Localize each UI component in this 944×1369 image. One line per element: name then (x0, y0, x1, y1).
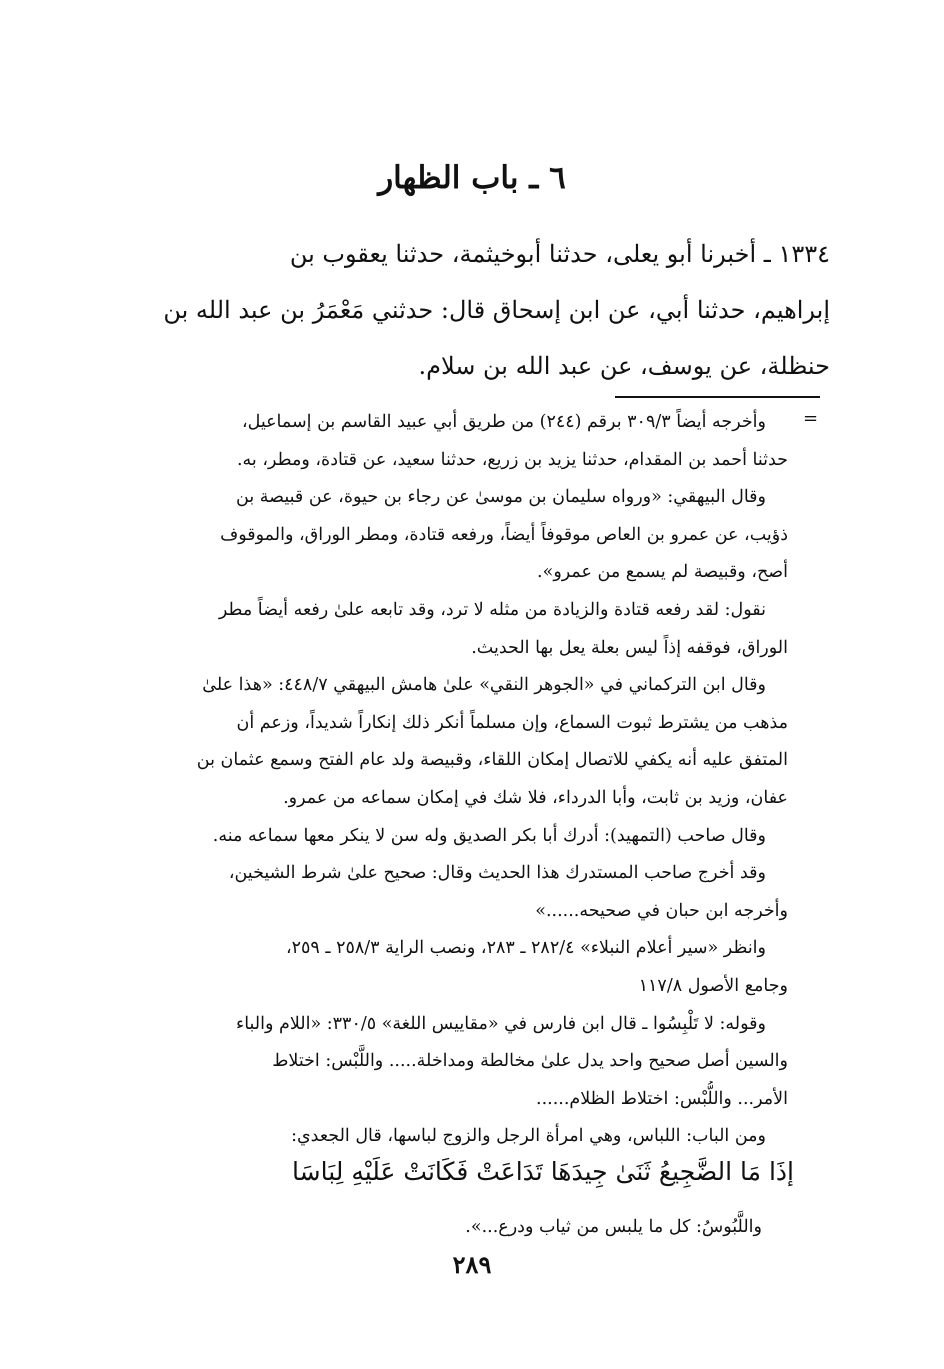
footnote-line: مذهب من يشترط ثبوت السماع، وإن مسلماً أنكر ذلك إنكاراً شديداً، وزعم أن (236, 712, 788, 733)
footnote-line: نقول: لقد رفعه قتادة والزيادة من مثله لا ترد، وقد تابعه علىٰ رفعه أيضاً مطر (218, 599, 766, 620)
footnote-line: وقال البيهقي: «ورواه سليمان بن موسىٰ عن رجاء بن حيوة، عن قبيصة بن (236, 487, 766, 508)
footnote-line: الأمر... واللُّبْس: اختلاط الظلام...... (536, 1088, 788, 1109)
hadith-line: إبراهيم، حدثنا أبي، عن ابن إسحاق قال: حدثني مَعْمَرُ بن عبد الله بن (163, 296, 830, 324)
continuation-mark: = (803, 408, 819, 429)
hadith-line: حنظلة، عن يوسف، عن عبد الله بن سلام. (418, 352, 830, 380)
poem-verse: إذَا مَا الضَّجِيعُ ثَنَىٰ جِيدَهَا تَدَاعَتْ فَكَانَتْ عَلَيْهِ لِبَاسَا (292, 1157, 794, 1186)
footnote-closing-line: واللَّبُوسُ: كل ما يلبس من ثياب ودرع...». (465, 1217, 762, 1237)
footnote-line: المتفق عليه أنه يكفي للاتصال إمكان اللقاء، وقبيصة ولد عام الفتح وسمع عثمان بن (196, 750, 788, 771)
footnote-line: وقال ابن التركماني في «الجوهر النقي» علىٰ هامش البيهقي ٤٤٨/٧: «هذا علىٰ (202, 675, 766, 696)
footnote-line: ومن الباب: اللباس، وهي امرأة الرجل والزوج لباسها، قال الجعدي: (291, 1126, 766, 1147)
footnote-line: الوراق، فوقفه إذاً ليس بعلة يعل بها الحديث. (471, 637, 788, 658)
footnote-line: وأخرجه أيضاً ٣٠٩/٣ برقم (٢٤٤) من طريق أبي عبيد القاسم بن إسماعيل، (241, 412, 766, 432)
footnotes (108, 404, 788, 1156)
footnote-line: ذؤيب، عن عمرو بن العاص موقوفاً أيضاً، ورفعه قتادة، ومطر الوراق، والموقوف (220, 524, 788, 545)
footnote-line: عفان، وزيد بن ثابت، وأبا الدرداء، فلا شك في إمكان سماعه من عمرو. (283, 787, 788, 808)
footnote-line: وقد أخرج صاحب المستدرك هذا الحديث وقال: صحيح علىٰ شرط الشيخين، (228, 863, 766, 884)
footnote-line: والسين أصل صحيح واحد يدل علىٰ مخالطة ومداخلة..... واللَّبْس: اختلاط (272, 1051, 788, 1072)
footnote-line: وقوله: لا تَلْبِسُوا ـ قال ابن فارس في «مقاييس اللغة» ٣٣٠/٥: «اللام والباء (235, 1013, 766, 1034)
footnote-line: وأخرجه ابن حبان في صحيحه......» (535, 900, 788, 921)
hadith-text (108, 226, 830, 394)
footnote-divider (615, 396, 820, 398)
chapter-title: ٦ ـ باب الظهار (378, 160, 566, 196)
footnote-line: أصح، وقبيصة لم يسمع من عمرو». (537, 562, 788, 583)
footnote-line: وقال صاحب (التمهيد): أدرك أبا بكر الصديق وله سن لا ينكر معها سماعه منه. (212, 825, 766, 846)
footnote-line: حدثنا أحمد بن المقدام، حدثنا يزيد بن زريع، حدثنا سعيد، عن قتادة، ومطر، به. (236, 449, 788, 470)
hadith-line: ١٣٣٤ ـ أخبرنا أبو يعلى، حدثنا أبوخيثمة، حدثنا يعقوب بن (289, 240, 830, 268)
page-number: ٢٨٩ (452, 1250, 492, 1279)
footnote-line: وجامع الأصول ١١٧/٨ (638, 975, 788, 996)
footnote-line: وانظر «سير أعلام النبلاء» ٢٨٢/٤ ـ ٢٨٣، ونصب الراية ٢٥٨/٣ ـ ٢٥٩، (285, 938, 766, 959)
